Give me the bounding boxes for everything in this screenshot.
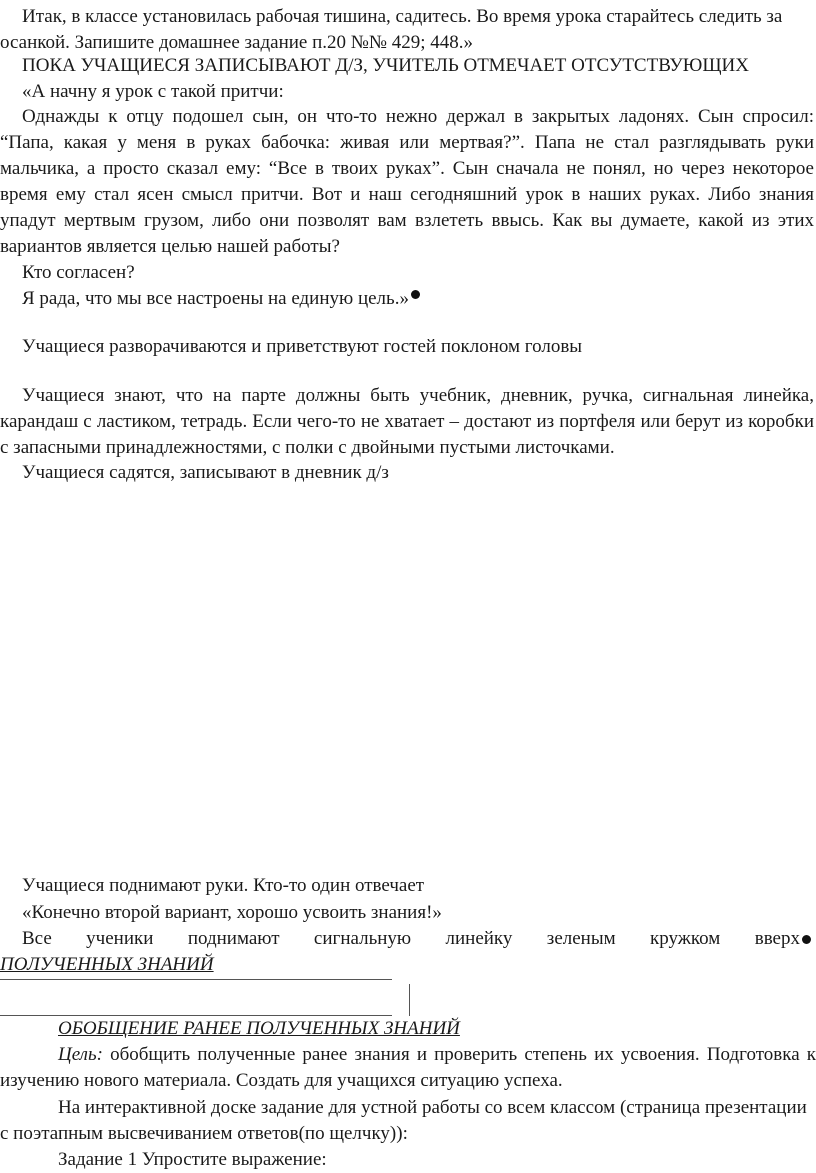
paragraph-line: Учащиеся знают, что на парте должны быть учебник, дневник, ручка, сигнальная линейка, <box>22 385 814 406</box>
section-heading: ОБОБЩЕНИЕ РАНЕЕ ПОЛУЧЕННЫХ ЗНАНИЙ <box>58 1018 460 1039</box>
paragraph-line: с запасными принадлежностями, с полки с двойными пустыми листочками. <box>0 437 615 458</box>
paragraph-line: мальчика, а просто сказал ему: “Все в твоих руках”. Сын сначала не понял, но через некоторое <box>0 158 814 179</box>
paragraph-line: Итак, в классе установилась рабочая тишина, садитесь. Во время урока старайтесь следить за <box>22 6 783 27</box>
paragraph-line: Кто согласен? <box>22 262 135 283</box>
paragraph-line: осанкой. Запишите домашнее задание п.20 №№ 429; 448.» <box>0 32 474 53</box>
paragraph-line: Учащиеся садятся, записывают в дневник д/з <box>22 462 389 483</box>
paragraph-line: Учащиеся разворачиваются и приветствуют гостей поклоном головы <box>22 336 583 357</box>
divider-line <box>409 984 410 1016</box>
paragraph-line: карандаш с ластиком, тетрадь. Если чего-то не хватает – достают из портфеля или берут из коробки <box>0 411 814 432</box>
paragraph-line <box>0 286 814 312</box>
paragraph-text: обобщить полученные ранее знания и проверить степень их усвоения. Подготовка к <box>102 1044 816 1065</box>
divider-line <box>0 979 392 980</box>
paragraph-line <box>0 926 800 952</box>
paragraph-line: На интерактивной доске задание для устной работы со всем классом (страница презентации <box>58 1097 807 1118</box>
paragraph-line: упадут мертвым грузом, либо они позволят вам взлететь ввысь. Как вы думаете, какой из этих <box>0 210 814 231</box>
paragraph-line: ПОКА УЧАЩИЕСЯ ЗАПИСЫВАЮТ Д/З, УЧИТЕЛЬ ОТМЕЧАЕТ ОТСУТСТВУЮЩИХ <box>22 55 749 76</box>
goal-label: Цель: <box>58 1044 103 1065</box>
paragraph-text: Все ученики поднимают сигнальную линейку зеленым кружком вверх <box>22 928 800 949</box>
paragraph-line: Учащиеся поднимают руки. Кто-то один отвечает <box>22 875 425 896</box>
paragraph-line: «А начну я урок с такой притчи: <box>22 81 284 102</box>
paragraph-line: время ему стал ясен смысл притчи. Вот и наш сегодняшний урок в наших руках. Либо знания <box>0 184 814 205</box>
paragraph-line: “Папа, какая у меня в руках бабочка: живая или мертвая?”. Папа не стал разглядывать руки <box>0 132 814 153</box>
bullet-dot-icon <box>411 290 420 299</box>
paragraph-line <box>0 1042 816 1068</box>
paragraph-line: Однажды к отцу подошел сын, он что-то нежно держал в закрытых ладонях. Сын спросил: <box>22 106 814 127</box>
bullet-dot-icon <box>802 935 811 944</box>
paragraph-line: вариантов является целью нашей работы? <box>0 236 340 257</box>
paragraph-line: изучению нового материала. Создать для учащихся ситуацию успеха. <box>0 1070 563 1091</box>
section-title-fragment: ПОЛУЧЕННЫХ ЗНАНИЙ <box>0 954 214 975</box>
paragraph-line: с поэтапным высвечиванием ответов(по щелчку)): <box>0 1123 408 1144</box>
paragraph-line: «Конечно второй вариант, хорошо усвоить знания!» <box>22 902 442 923</box>
paragraph-line: Задание 1 Упростите выражение: <box>58 1149 327 1170</box>
paragraph-text: Я рада, что мы все настроены на единую цель.» <box>22 288 409 309</box>
